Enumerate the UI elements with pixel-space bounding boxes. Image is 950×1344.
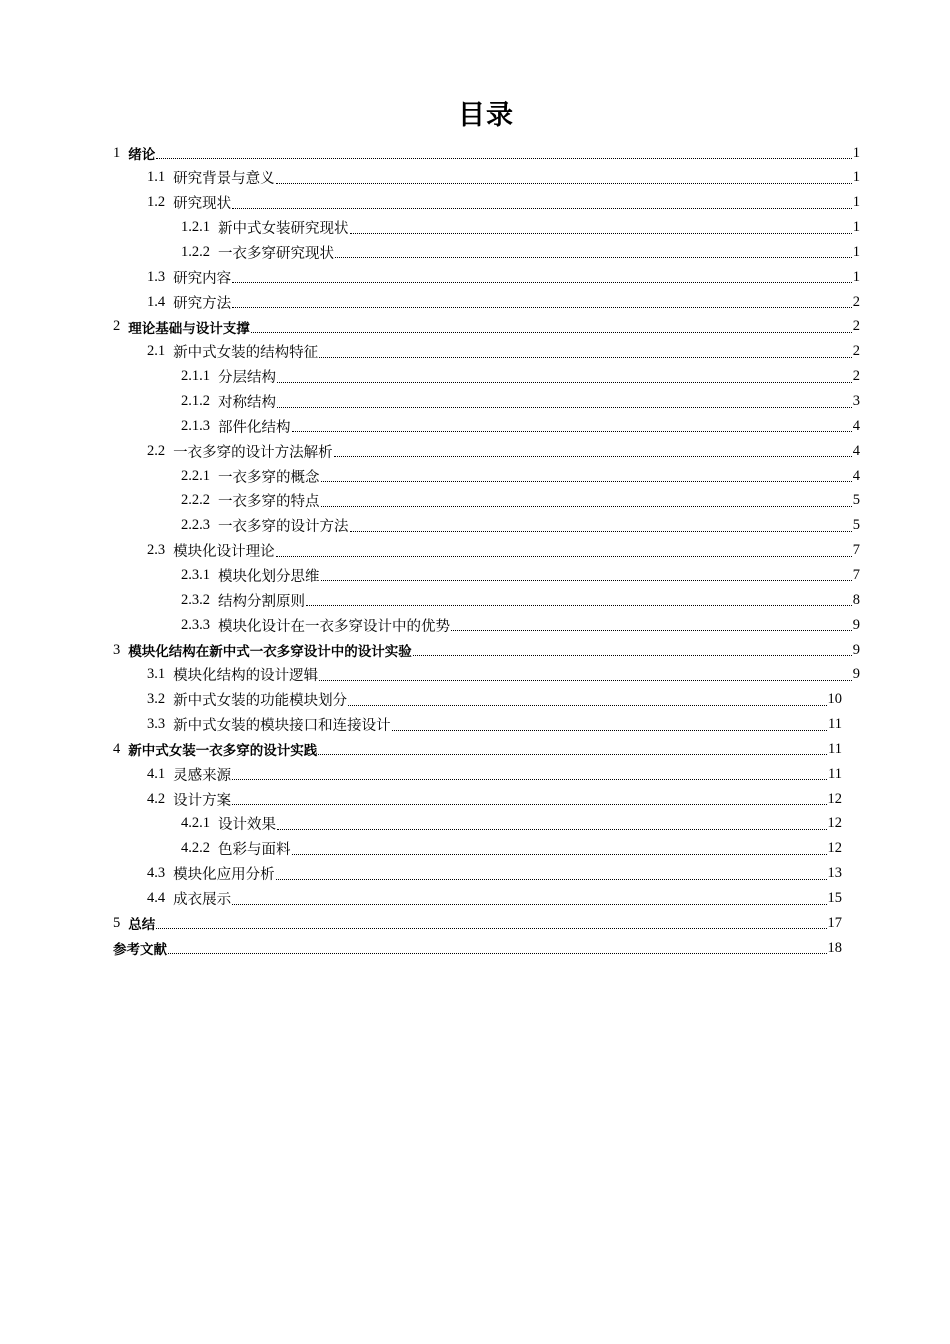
- toc-entry-title: 一衣多穿的设计方法解析: [173, 444, 333, 461]
- toc-entry[interactable]: [147, 166, 860, 190]
- toc-dot-leader: [232, 306, 852, 308]
- toc-dot-leader: [319, 679, 852, 681]
- toc-dot-leader: [251, 331, 852, 333]
- toc-entry-number: 1.2: [147, 194, 166, 211]
- toc-dot-leader: [277, 406, 852, 408]
- toc-page-number: 17: [827, 914, 842, 931]
- toc-entry[interactable]: [147, 862, 842, 886]
- toc-dot-leader: [232, 207, 852, 209]
- toc-entry-number: 4.2: [147, 790, 166, 807]
- toc-entry-title: 参考文献: [113, 942, 167, 959]
- toc-dot-leader: [276, 878, 827, 880]
- toc-entry-title: 模块化应用分析: [173, 867, 275, 884]
- toc-entry-number: 2.2.1: [181, 467, 210, 484]
- toc-dot-leader: [350, 530, 852, 532]
- toc-entry-title: 对称结构: [218, 395, 276, 411]
- toc-page-number: 2: [852, 293, 860, 310]
- toc-page-number: 1: [852, 169, 860, 186]
- toc-entry-title: 成衣展示: [173, 892, 232, 908]
- toc-entry-title: 设计方案: [173, 792, 232, 809]
- toc-entry-number: 2.2.3: [181, 517, 210, 534]
- toc-entry-number: 1.2.2: [181, 243, 210, 260]
- toc-dot-leader: [334, 455, 852, 457]
- toc-dot-leader: [392, 729, 827, 731]
- toc-dot-leader: [350, 232, 852, 234]
- toc-entry[interactable]: [113, 911, 842, 935]
- toc-entry-title: 新中式女装研究现状: [218, 221, 349, 238]
- toc-entry-title: 研究内容: [173, 270, 232, 287]
- toc-entry[interactable]: [113, 737, 842, 761]
- toc-entry[interactable]: [113, 315, 860, 339]
- toc-entry-number: 2.3.1: [181, 566, 210, 583]
- toc-entry-title: 模块化设计理论: [173, 544, 275, 561]
- toc-entry-title: 新中式女装的功能模块划分: [173, 693, 348, 710]
- toc-page-number: 13: [827, 865, 842, 882]
- toc-entry-number: 1.4: [147, 293, 166, 310]
- toc-entry-number: 4.2.2: [181, 840, 210, 857]
- toc-entry[interactable]: [181, 489, 860, 513]
- toc-dot-leader: [232, 803, 826, 805]
- toc-entry[interactable]: [147, 439, 860, 463]
- toc-entry-title: 一衣多穿研究现状: [218, 245, 334, 262]
- toc-entry[interactable]: [181, 837, 842, 861]
- toc-entry-number: 2.2: [147, 442, 166, 459]
- toc-page-number: 12: [827, 790, 842, 807]
- toc-entry[interactable]: [113, 936, 842, 960]
- toc-dot-leader: [348, 704, 826, 706]
- toc-entry[interactable]: [147, 191, 860, 215]
- toc-dot-leader: [292, 853, 827, 855]
- toc-dot-leader: [335, 256, 852, 258]
- toc-entry-number: 3.1: [147, 666, 166, 683]
- toc-page-number: 7: [852, 542, 860, 559]
- toc-dot-leader: [306, 604, 852, 606]
- toc-entry-number: 5: [113, 914, 121, 931]
- toc-page-number: 2: [852, 343, 860, 360]
- toc-page-number: 11: [828, 716, 842, 733]
- toc-page-number: 1: [852, 268, 860, 285]
- toc-entry-title: 模块化划分思维: [218, 568, 320, 585]
- toc-entry-title: 新中式女装的结构特征: [173, 345, 319, 362]
- toc-page-number: 1: [852, 144, 860, 161]
- toc-entry-number: 2.1: [147, 343, 166, 360]
- toc-entry-number: 1.1: [147, 169, 166, 186]
- toc-entry[interactable]: [181, 390, 860, 414]
- toc-dot-leader: [413, 654, 852, 656]
- toc-entry[interactable]: [181, 613, 860, 637]
- toc-entry[interactable]: [147, 539, 860, 563]
- toc-entry[interactable]: [147, 713, 842, 737]
- toc-page-number: 9: [852, 666, 860, 683]
- toc-entry-title: 理论基础与设计支撑: [128, 320, 250, 337]
- toc-dot-leader: [277, 381, 852, 383]
- toc-entry[interactable]: [147, 663, 860, 687]
- toc-dot-leader: [321, 480, 852, 482]
- toc-page-number: 12: [827, 815, 842, 832]
- toc-dot-leader: [156, 157, 852, 159]
- toc-title: 目录: [458, 100, 514, 131]
- toc-dot-leader: [232, 778, 827, 780]
- toc-page-number: 3: [852, 393, 860, 409]
- toc-entry-number: 1.2.1: [181, 219, 210, 236]
- toc-entry-title: 研究方法: [173, 295, 232, 312]
- toc-entry-title: 设计效果: [218, 817, 276, 834]
- toc-entry-title: 分层结构: [218, 370, 276, 387]
- toc-entry[interactable]: [147, 688, 842, 712]
- toc-entry[interactable]: [147, 290, 860, 314]
- toc-dot-leader: [276, 182, 852, 184]
- toc-entry-title: 新中式女装的模块接口和连接设计: [173, 718, 391, 735]
- toc-entry-number: 3.2: [147, 691, 166, 708]
- toc-entry-title: 色彩与面料: [218, 842, 291, 859]
- toc-dot-leader: [321, 579, 852, 581]
- toc-entry[interactable]: [147, 340, 860, 364]
- toc-page-number: 9: [852, 616, 860, 633]
- toc-entry-title: 结构分割原则: [218, 593, 305, 610]
- toc-entry[interactable]: [181, 216, 860, 240]
- toc-entry[interactable]: [181, 240, 860, 264]
- toc-entry[interactable]: [147, 887, 842, 911]
- toc-entry-number: 3.3: [147, 716, 166, 733]
- toc-entry-title: 绪论: [128, 147, 156, 163]
- toc-entry[interactable]: [181, 588, 860, 612]
- toc-page-number: 4: [852, 442, 860, 459]
- toc-dot-leader: [277, 828, 827, 830]
- toc-entry[interactable]: [181, 812, 842, 836]
- toc-entry[interactable]: [181, 514, 860, 538]
- toc-entry[interactable]: [181, 464, 860, 488]
- toc-dot-leader: [276, 555, 852, 557]
- toc-entry-title: 一衣多穿的特点: [218, 494, 320, 511]
- toc-entry[interactable]: [113, 141, 860, 165]
- toc-entry-number: 2: [113, 318, 121, 335]
- toc-page-number: 1: [852, 243, 860, 260]
- toc-entry-title: 研究背景与意义: [173, 171, 275, 188]
- toc-entry-title: 总结: [128, 917, 156, 934]
- toc-dot-leader: [321, 505, 852, 507]
- toc-entry[interactable]: [113, 638, 860, 662]
- toc-page-number: 2: [852, 368, 860, 385]
- toc-entry-title: 部件化结构: [218, 419, 291, 436]
- toc-page-number: 5: [852, 517, 860, 534]
- toc-entry-number: 1.3: [147, 268, 166, 285]
- toc-entry[interactable]: [181, 414, 860, 438]
- toc-entry-number: 3: [113, 641, 121, 658]
- toc-entry-number: 2.3: [147, 542, 166, 559]
- toc-entry-title: 一衣多穿的概念: [218, 469, 320, 486]
- toc-dot-leader: [232, 903, 826, 905]
- toc-entry-title: 一衣多穿的设计方法: [218, 519, 349, 536]
- toc-dot-leader: [318, 753, 827, 755]
- toc-page-number: 1: [852, 219, 860, 236]
- toc-entry-number: 1: [113, 144, 121, 161]
- toc-entry-number: 2.2.2: [181, 492, 210, 509]
- toc-entry-number: 2.1.2: [181, 393, 210, 409]
- toc-entry-number: 4.2.1: [181, 815, 210, 832]
- toc-entry-number: 4.3: [147, 865, 166, 882]
- toc-entry[interactable]: [147, 762, 842, 786]
- toc-entry[interactable]: [147, 787, 842, 811]
- toc-entry-number: 4: [113, 740, 121, 757]
- toc-entry-number: 2.3.3: [181, 616, 210, 633]
- toc-entry-number: 2.3.2: [181, 591, 210, 608]
- toc-page-number: 4: [852, 467, 860, 484]
- toc-dot-leader: [232, 281, 852, 283]
- toc-entry-number: 4.1: [147, 765, 166, 782]
- toc-page-number: 11: [828, 740, 842, 757]
- toc-entry[interactable]: [181, 563, 860, 587]
- toc-entry-title: 研究现状: [173, 196, 232, 213]
- toc-dot-leader: [319, 356, 852, 358]
- toc-page-number: 9: [852, 641, 860, 658]
- toc-dot-leader: [168, 952, 827, 954]
- toc-page-number: 1: [852, 194, 860, 211]
- toc-entry-title: 模块化结构的设计逻辑: [173, 668, 319, 685]
- toc-entry-number: 2.1.3: [181, 417, 210, 434]
- toc-page-number: 2: [852, 318, 860, 335]
- toc-entry-title: 模块化设计在一衣多穿设计中的优势: [218, 618, 450, 635]
- toc-page-number: 5: [852, 492, 860, 509]
- toc-entry-title: 模块化结构在新中式一衣多穿设计中的设计实验: [128, 644, 412, 660]
- toc-entry-number: 4.4: [147, 890, 166, 906]
- toc-entry[interactable]: [181, 365, 860, 389]
- toc-page-number: 10: [827, 691, 842, 708]
- toc-page-number: 18: [827, 939, 842, 956]
- toc-page-number: 7: [852, 566, 860, 583]
- toc-dot-leader: [292, 430, 852, 432]
- toc-entry-number: 2.1.1: [181, 368, 210, 385]
- toc-entry-title: 灵感来源: [173, 767, 232, 784]
- toc-dot-leader: [156, 927, 826, 929]
- toc-page-number: 15: [827, 890, 842, 906]
- toc-entry[interactable]: [147, 265, 860, 289]
- toc-page-number: 4: [852, 417, 860, 434]
- toc-page-number: 11: [828, 765, 842, 782]
- toc-dot-leader: [451, 629, 852, 631]
- toc-entry-title: 新中式女装一衣多穿的设计实践: [128, 743, 318, 760]
- toc-page-number: 12: [827, 840, 842, 857]
- toc-page-number: 8: [852, 591, 860, 608]
